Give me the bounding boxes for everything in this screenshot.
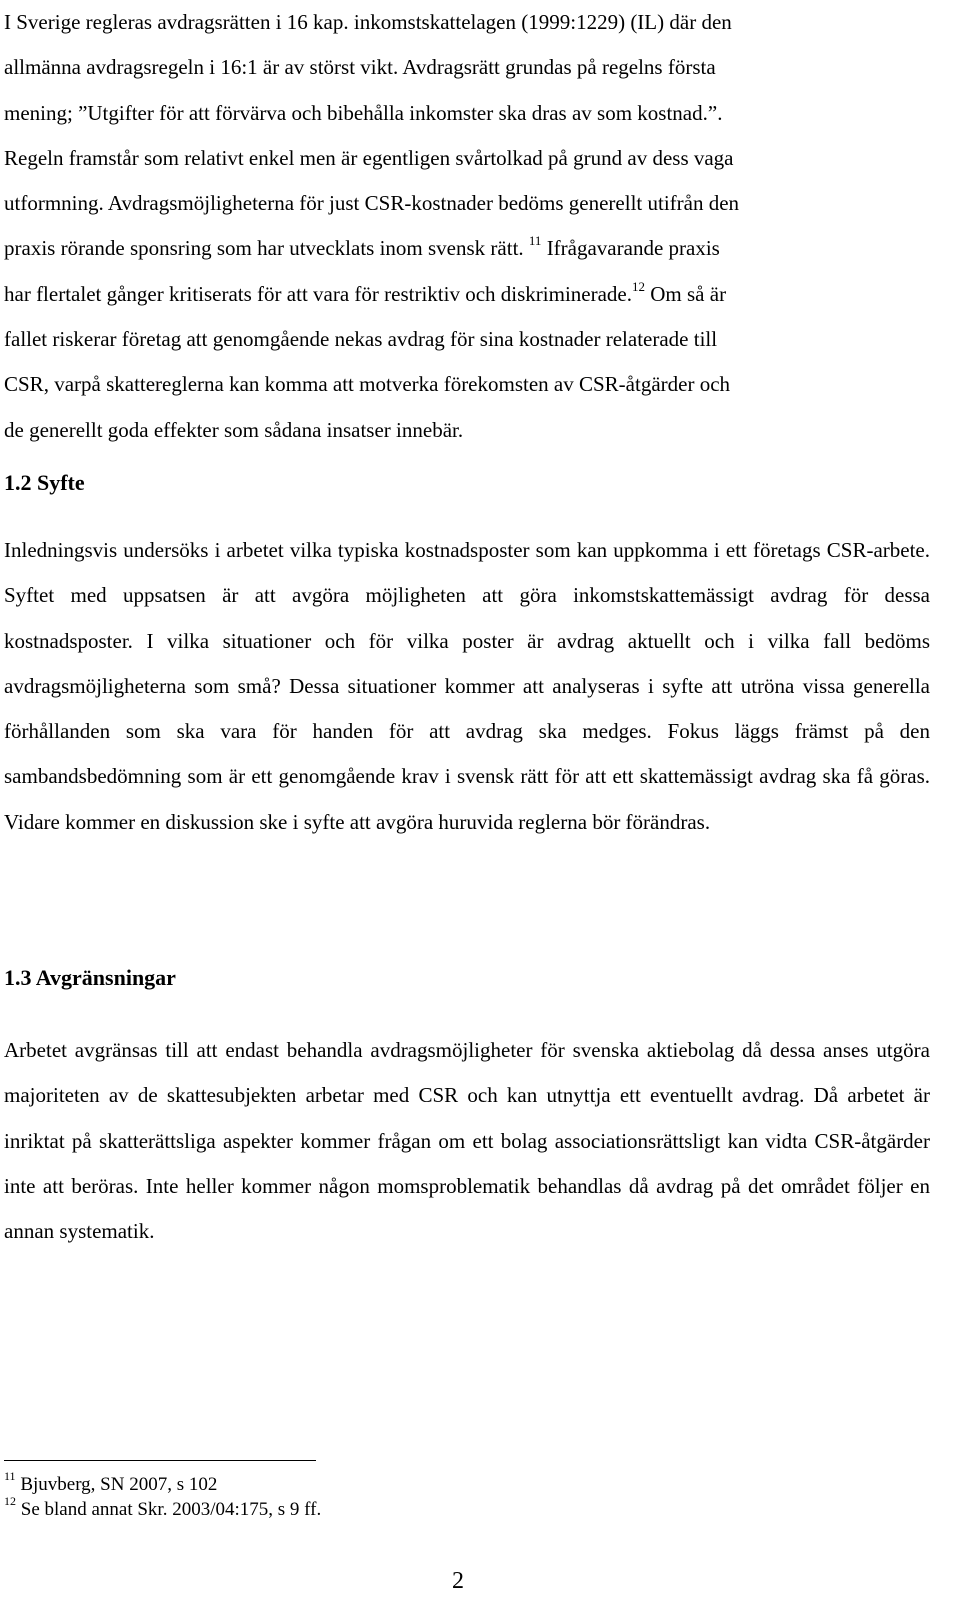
footnote-12 [4,1493,322,1522]
document-page [4,0,930,1594]
syfte-paragraph: Inledningsvis undersöks i arbetet vilka typiska kostnadsposter som kan uppkomma i ett företags CSR-arbete. Syftet med uppsatsen är att avgöra möjligheten att göra inkomstskattemässigt avdrag för dessa kostnadsposter. I vilka situationer och för vilka poster är avdrag aktuellt och i vilka fall bedöms avdragsmöjligheterna som små? Dessa situationer kommer att analyseras i syfte att utröna vissa generella förhållanden som ska vara för handen för att avdrag ska medges. Fokus läggs främst på den sambandsbedömning som är ett genomgående krav i svensk rätt för att ett skattemässigt avdrag ska få göras. Vidare kommer en diskussion ske i syfte att avgöra huruvida reglerna bör förändras. [4,538,930,834]
footnote-ref-12[interactable]: 12 [632,278,645,294]
footnote-ref-11[interactable]: 11 [528,233,542,249]
footnote-separator [4,1460,316,1461]
footnote-text: Se bland annat Skr. 2003/04:175, s 9 ff. [16,1499,322,1520]
paragraph-line [4,226,930,271]
footnotes [4,1468,322,1522]
footnote-number: 12 [4,1493,16,1508]
paragraph-line: de generellt goda effekter som sådana insatser innebär. [4,417,464,442]
paragraph-line: fallet riskerar företag att genomgående nekas avdrag för sina kostnader relaterade till [4,327,718,352]
page-number: 2 [452,1568,464,1594]
footnote-number: 11 [4,1468,16,1483]
footnote-11 [4,1468,321,1497]
line-text: praxis rörande sponsring som har utvecklats inom svensk rätt. [4,236,524,261]
line-text: har flertalet gånger kritiserats för att vara för restriktiv och diskriminerade. [4,281,632,306]
paragraph-line: CSR, varpå skattereglerna kan komma att motverka förekomsten av CSR-åtgärder och [4,372,731,397]
line-text: Om så är [645,281,727,306]
paragraph-line: utformning. Avdragsmöjligheterna för just CSR-kostnader bedöms generellt utifrån den [4,191,740,216]
paragraph-line: I Sverige regleras avdragsrätten i 16 kap. inkomstskattelagen (1999:1229) (IL) där den [4,10,732,34]
footnote-text: Bjuvberg, SN 2007, s 102 [15,1474,218,1495]
line-text: Ifrågavarande praxis [541,236,720,261]
avgransningar-paragraph: Arbetet avgränsas till att endast behandla avdragsmöjligheter för svenska aktiebolag då dessa anses utgöra majoriteten av de skattesubjekten arbetar med CSR och kan utnyttja ett eventuellt avdrag. Då arbetet är inriktat på skatterättsliga aspekter kommer frågan om ett bolag associationsrättsligt kan vidta CSR-åtgärder inte att beröras. Inte heller kommer någon momsproblematik behandlas då avdrag på det området följer en annan systematik. [4,1038,930,1244]
intro-paragraph [4,0,930,453]
paragraph-line: allmänna avdragsregeln i 16:1 är av störst vikt. Avdragsrätt grundas på regelns första [4,55,716,80]
paragraph-line: mening; ”Utgifter för att förvärva och bibehålla inkomster ska dras av som kostnad.”. [4,100,723,125]
section-heading-avgransningar: 1.3 Avgränsningar [4,965,176,990]
paragraph-line [4,272,930,317]
paragraph-line: Regeln framstår som relativt enkel men är egentligen svårtolkad på grund av dess vaga [4,145,734,170]
section-heading-syfte: 1.2 Syfte [4,470,85,495]
